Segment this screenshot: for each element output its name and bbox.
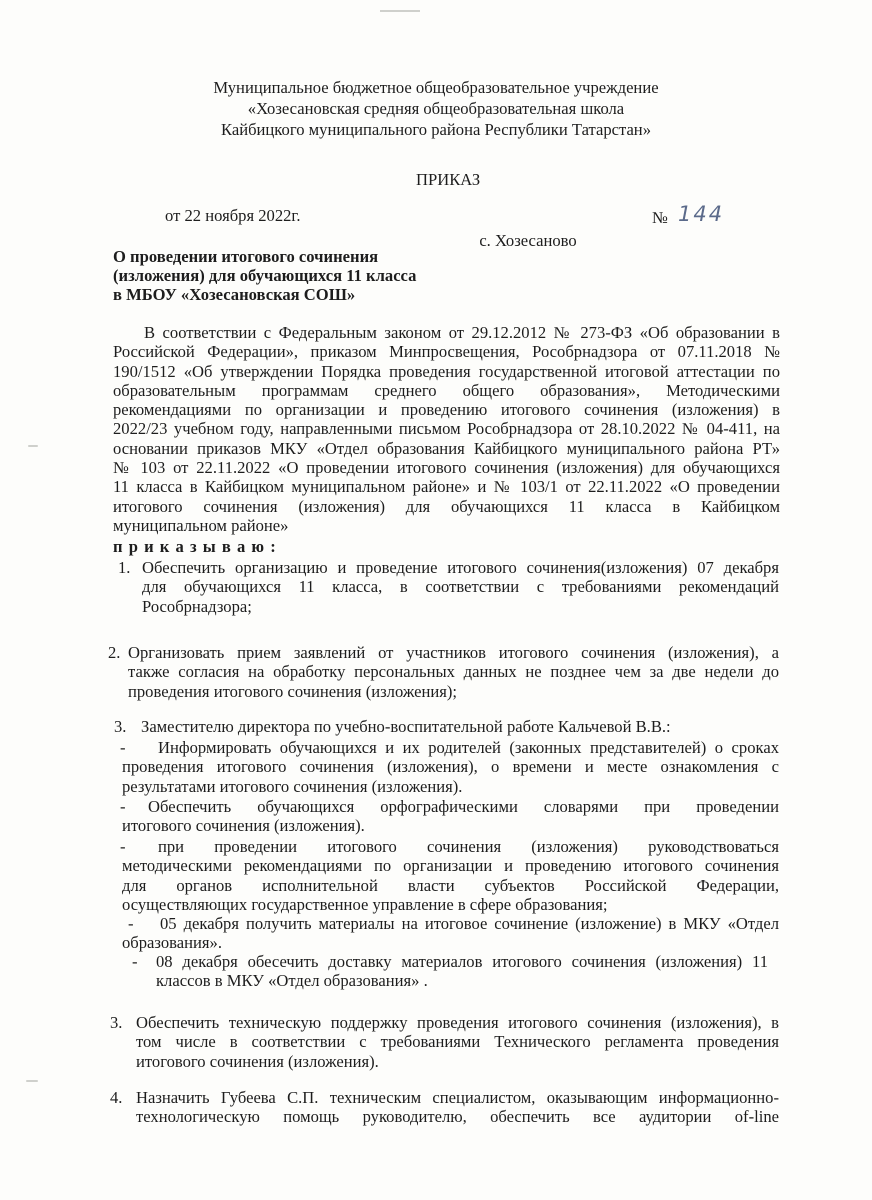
item-5-text [136, 1088, 779, 1127]
item-2-text [128, 643, 779, 701]
subitem-1-line: результатами итогового сочинения (изложения). [122, 776, 463, 796]
item-2-line: также согласия на обработку персональных данных не позднее чем за две недели до [128, 662, 779, 682]
item-1-line: Обеспечить организацию и проведение итогового сочинения(изложения) 07 декабря [142, 558, 779, 577]
subitem-2-line: итогового сочинения (изложения). [122, 816, 365, 836]
subject-line-3: в МБОУ «Хозесановская СОШ» [113, 285, 356, 304]
item-4-number: 3. [110, 1013, 123, 1032]
subitem-dash: - [120, 738, 126, 757]
item-5-line: технологическую помощь руководителю, обеспечить все аудитории of-line [136, 1107, 779, 1127]
preamble-line: № 103 от 22.11.2022 «О проведении итогового сочинения (изложения) для обучающихся [113, 458, 780, 478]
item-4-line: том числе в соответствии с требованиями Технического регламента проведения [136, 1032, 779, 1052]
institution-line-2: «Хозесановская средняя общеобразовательная школа [247, 99, 625, 118]
scan-mark [26, 1080, 38, 1082]
order-number-label: № [652, 208, 668, 227]
subitem-3-line: при проведении итогового сочинения (изложения) руководствоваться [158, 837, 779, 856]
preamble-line: 2022/23 учебном году, направленными письмом Рособрнадзора от 28.10.2022 № 04-411, на [113, 419, 780, 439]
subitem-dash: - [120, 797, 126, 816]
subitem-3-text [122, 837, 779, 914]
item-1-text [142, 558, 779, 616]
preamble-line: Российской Федерации», приказом Минпросвещения, Рособрнадзора от 07.11.2018 № [113, 342, 780, 362]
subitem-2-text [122, 797, 779, 836]
preamble-line: муниципальном районе» [113, 515, 289, 535]
scan-mark [28, 445, 38, 447]
item-5-number: 4. [110, 1088, 123, 1107]
subitem-5-line: 08 декабря обесечить доставку материалов итогового сочинения (изложения) 11 [156, 952, 768, 971]
subitem-dash: - [128, 914, 134, 933]
subitem-1-line: проведения итогового сочинения (изложения), о времени и месте ознакомления с [122, 757, 779, 777]
institution-line-3: Кайбицкого муниципального района Республики Татарстан» [221, 120, 651, 139]
subitem-3-line: методическими рекомендациями по организации и проведению итогового сочинения [122, 856, 779, 876]
item-2-number: 2. [108, 643, 121, 662]
subitem-dash: - [120, 837, 126, 856]
scan-mark [380, 10, 420, 12]
subject-line-2: (изложения) для обучающихся 11 класса [113, 266, 417, 285]
preamble-line: 190/1512 «Об утверждении Порядка проведения государственной итоговой аттестации по [113, 361, 780, 381]
subitem-4-text [122, 914, 779, 953]
item-1-number: 1. [118, 558, 131, 577]
item-4-line: Обеспечить техническую поддержку проведения итогового сочинения (изложения), в [136, 1013, 779, 1032]
subitem-4-line: образования». [122, 933, 222, 953]
subitem-2-line: Обеспечить обучающихся орфографическими словарями при проведении [148, 797, 779, 816]
preamble-line: образовательным программам среднего общего образования», Методическими [113, 380, 780, 400]
subitem-5-line: классов в МКУ «Отдел образования» . [156, 971, 428, 991]
subitem-1-line: Информировать обучающихся и их родителей (законных представителей) о сроках [158, 738, 779, 757]
preamble-line: итогового сочинения (изложения) для обучающихся 11 класса в Кайбицком [113, 496, 780, 516]
item-3-title: Заместителю директора по учебно-воспитательной работе Кальчевой В.В.: [141, 717, 671, 736]
institution-line-1: Муниципальное бюджетное общеобразовательное учреждение [213, 78, 659, 97]
order-number-handwritten: 144 [678, 202, 725, 226]
item-4-line: итогового сочинения (изложения). [136, 1051, 379, 1071]
preamble-line: В соответствии с Федеральным законом от 29.12.2012 № 273-ФЗ «Об образовании в [144, 323, 780, 342]
subitem-3-line: для органов исполнительной власти субъектов Российской Федерации, [122, 875, 779, 895]
preamble-paragraph [113, 323, 780, 535]
item-5-line: Назначить Губеева С.П. техническим специалистом, оказывающим информационно- [136, 1088, 779, 1107]
order-place: с. Хозесаново [479, 231, 577, 250]
document-title: ПРИКАЗ [416, 170, 481, 189]
item-4-text [136, 1013, 779, 1071]
subitem-dash: - [132, 952, 138, 971]
subitem-3-line: осуществляющих государственное управление в сфере образования; [122, 894, 608, 914]
item-3-number: 3. [114, 717, 127, 736]
subitem-1-text [122, 738, 779, 796]
subject-line-1: О проведении итогового сочинения [113, 247, 379, 266]
command-word: п р и к а з ы в а ю : [113, 537, 277, 556]
item-1-line: Рособрнадзора; [142, 596, 252, 616]
subitem-4-line: 05 декабря получить материалы на итоговое сочинение (изложение) в МКУ «Отдел [160, 914, 779, 933]
item-1-line: для обучающихся 11 класса, в соответствии с требованиями рекомендаций [142, 577, 779, 597]
preamble-line: 11 класса в Кайбицком муниципальном районе» и № 103/1 от 22.11.2022 «О проведении [113, 477, 780, 497]
subitem-5-text [156, 952, 768, 991]
item-2-line: проведения итогового сочинения (изложения); [128, 681, 457, 701]
preamble-line: основании приказов МКУ «Отдел образования Кайбицкого муниципального района РТ» [113, 438, 780, 458]
item-2-line: Организовать прием заявлений от участников итогового сочинения (изложения), а [128, 643, 779, 662]
preamble-line: рекомендациями по организации и проведению итогового сочинения (изложения) в [113, 400, 780, 420]
order-date: от 22 ноября 2022г. [165, 206, 301, 225]
